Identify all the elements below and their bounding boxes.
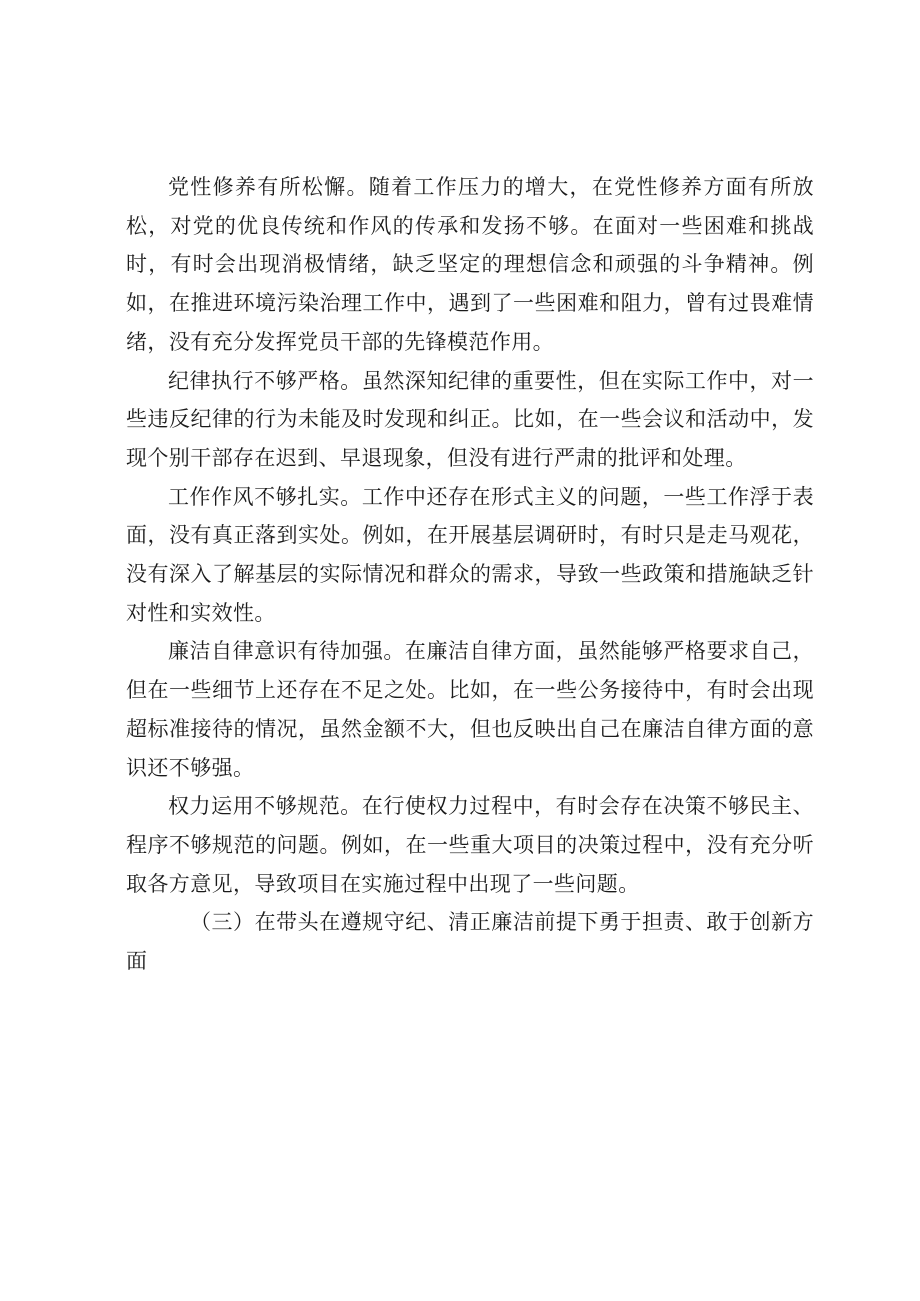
paragraph-work-style: 工作作风不够扎实。工作中还存在形式主义的问题，一些工作浮于表面，没有真正落到实处。例如，在开展基层调研时，有时只是走马观花，没有深入了解基层的实际情况和群众的需求，导致一些政策和措施缺乏针对性和实效性。	[126, 484, 814, 625]
paragraph-discipline: 纪律执行不够严格。虽然深知纪律的重要性，但在实际工作中，对一些违反纪律的行为未能及时发现和纠正。比如，在一些会议和活动中，发现个别干部存在迟到、早退现象，但没有进行严肃的批评和处理。	[126, 368, 814, 470]
paragraph-integrity: 廉洁自律意识有待加强。在廉洁自律方面，虽然能够严格要求自己，但在一些细节上还存在不足之处。比如，在一些公务接待中，有时会出现超标准接待的情况，虽然金额不大，但也反映出自己在廉洁自律方面的意识还不够强。	[126, 639, 814, 780]
section-heading: （三）在带头在遵规守纪、清正廉洁前提下勇于担责、敢于创新方面	[126, 910, 814, 974]
paragraph-power-use: 权力运用不够规范。在行使权力过程中，有时会存在决策不够民主、程序不够规范的问题。例如，在一些重大项目的决策过程中，没有充分听取各方意见，导致项目在实施过程中出现了一些问题。	[126, 794, 814, 896]
paragraph-party-spirit: 党性修养有所松懈。随着工作压力的增大，在党性修养方面有所放松，对党的优良传统和作风的传承和发扬不够。在面对一些困难和挑战时，有时会出现消极情绪，缺乏坚定的理想信念和顽强的斗争精神。例如，在推进环境污染治理工作中，遇到了一些困难和阻力，曾有过畏难情绪，没有充分发挥党员干部的先锋模范作用。	[126, 175, 814, 354]
document-body	[126, 168, 814, 981]
